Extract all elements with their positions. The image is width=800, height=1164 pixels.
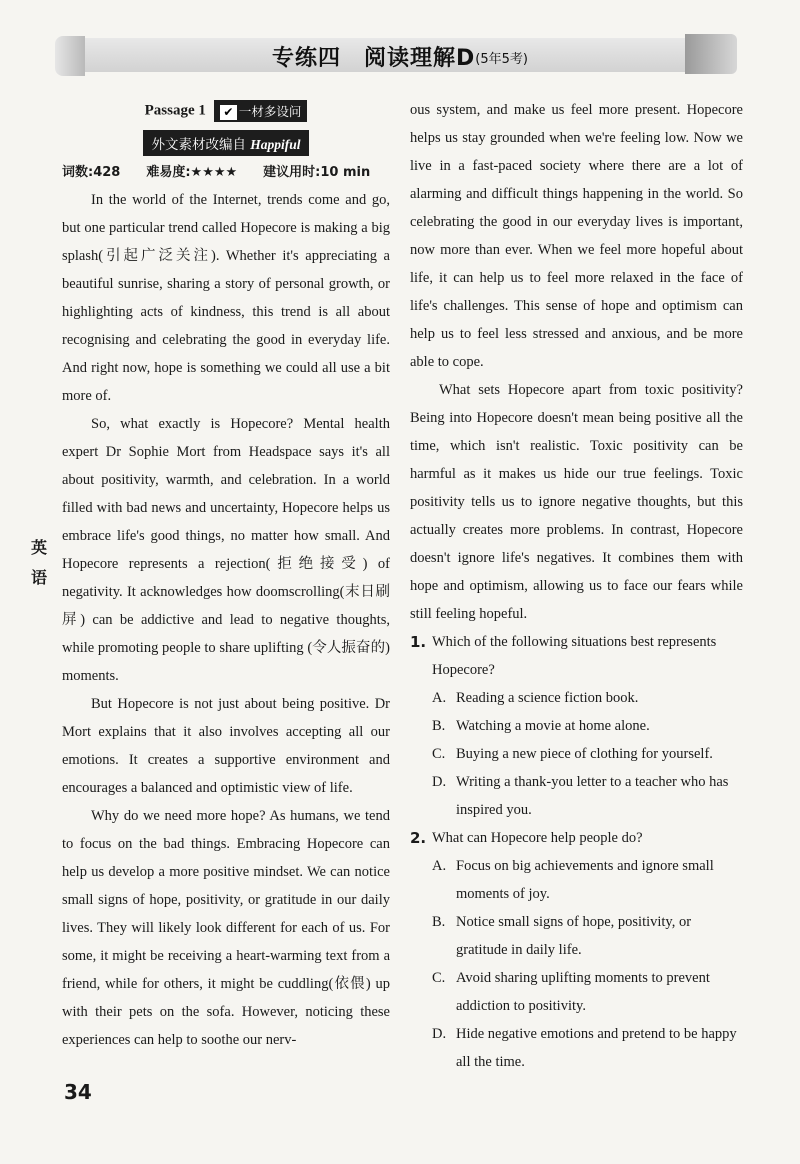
answer-option[interactable] xyxy=(410,740,743,768)
option-letter: C. xyxy=(432,746,446,762)
question xyxy=(410,824,743,852)
answer-option[interactable] xyxy=(410,684,743,712)
checkmark-icon: ✔ xyxy=(220,105,237,120)
passage-label: Passage 1 xyxy=(144,102,206,119)
side-label-char: 语 xyxy=(30,568,47,587)
left-column xyxy=(62,96,390,1054)
answer-option[interactable] xyxy=(410,852,743,908)
option-text: Writing a thank-you letter to a teacher who has inspired you. xyxy=(456,774,729,818)
answer-option[interactable] xyxy=(410,964,743,1020)
option-letter: D. xyxy=(432,774,447,790)
option-letter: D. xyxy=(432,1026,447,1042)
difficulty: 难易度:★★★★ xyxy=(146,165,238,180)
question-text: What can Hopecore help people do? xyxy=(432,830,643,846)
section-subtitle: (5年5考) xyxy=(475,52,528,67)
passage-tag: ✔ 一材多设问 xyxy=(214,100,308,122)
suggested-time: 建议用时:10 min xyxy=(263,165,371,180)
paragraph: What sets Hopecore apart from toxic positivity? Being into Hopecore doesn't mean being positive all the time, which isn't realistic. Toxic positivity can be harmful as it makes us hide our true feelings. Toxic positivity tells us to ignore negative thoughts, but this actually creates more problems. In contrast, Hopecore doesn't ignore life's negatives. It combines them with hope and optimism, allowing us to face our fears while still feeling hopeful. xyxy=(410,382,743,622)
question-number: 2. xyxy=(410,829,427,847)
page-number: 34 xyxy=(64,1080,92,1104)
option-letter: A. xyxy=(432,690,447,706)
side-label-char: 英 xyxy=(30,538,47,557)
option-text: Watching a movie at home alone. xyxy=(456,718,650,734)
paragraph: Why do we need more hope? As humans, we tend to focus on the bad things. Embracing Hopecore can help us develop a more positive mindset. We can notice small signs of hope, positivity, or gratitude in our daily lives. They will likely look different for each of us. For some, it might be receiving a heart-warming text from a friend, while for others, it might be cuddling(依偎) up with their pets on the sofa. However, noticing these experiences can help to soothe our nerv- xyxy=(62,808,390,1048)
option-text: Reading a science fiction book. xyxy=(456,690,639,706)
option-text: Focus on big achievements and ignore small moments of joy. xyxy=(456,858,714,902)
question-number: 1. xyxy=(410,633,427,651)
option-text: Hide negative emotions and pretend to be happy all the time. xyxy=(456,1026,737,1070)
answer-option[interactable] xyxy=(410,1020,743,1076)
answer-option[interactable] xyxy=(410,908,743,964)
section-header xyxy=(0,28,800,88)
paragraph: ous system, and make us feel more present. Hopecore helps us stay grounded when we're feeling low. Now we live in a fast-paced society where there are a lot of alarming and difficult things happening in the world. So celebrating the good in our everyday lives is important, now more than ever. When we feel more hopeful about life, it can help us to feel more relaxed in the face of life's challenges. This sense of hope and optimism can help us to feel less stressed and anxious, and be more able to cope. xyxy=(410,102,743,370)
question xyxy=(410,628,743,684)
option-text: Notice small signs of hope, positivity, or gratitude in daily life. xyxy=(456,914,692,958)
option-letter: C. xyxy=(432,970,446,986)
answer-option[interactable] xyxy=(410,712,743,740)
option-letter: B. xyxy=(432,914,446,930)
source-line xyxy=(62,130,390,156)
right-column xyxy=(410,96,743,1076)
option-text: Avoid sharing uplifting moments to prevent addiction to positivity. xyxy=(456,970,710,1014)
word-count: 词数:428 xyxy=(62,165,121,180)
passage-meta xyxy=(62,160,390,186)
section-title: 专练四 阅读理解D(5年5考) xyxy=(272,46,528,71)
paragraph: So, what exactly is Hopecore? Mental health expert Dr Sophie Mort from Headspace says it's all about positivity, warmth, and celebration. In a world filled with bad news and uncertainty, Hopecore helps us embrace life's good things, no matter how small. And Hopecore represents a rejection(拒绝接受) of negativity. It acknowledges how doomscrolling(末日刷屏) can be addictive and lead to negative thoughts, while promoting people to share uplifting (令人振奋的) moments. xyxy=(62,416,390,684)
option-letter: A. xyxy=(432,858,447,874)
paragraph: But Hopecore is not just about being positive. Dr Mort explains that it also involves accepting all our emotions. It creates a supportive environment and encourages a balanced and optimistic view of life. xyxy=(62,696,390,796)
option-text: Buying a new piece of clothing for yourself. xyxy=(456,746,713,762)
question-text: Which of the following situations best represents Hopecore? xyxy=(432,634,717,678)
option-letter: B. xyxy=(432,718,446,734)
source-badge: 外文素材改编自 Happiful xyxy=(143,130,308,156)
answer-option[interactable] xyxy=(410,768,743,824)
passage-heading xyxy=(62,100,390,124)
paragraph: In the world of the Internet, trends come and go, but one particular trend called Hopecore is making a big splash(引起广泛关注). Whether it's appreciating a beautiful sunrise, sharing a story of personal growth, or highlighting acts of kindness, this trend is all about recognising and celebrating the good in everyday life. And right now, hope is something we could all use a bit more of. xyxy=(62,192,390,404)
